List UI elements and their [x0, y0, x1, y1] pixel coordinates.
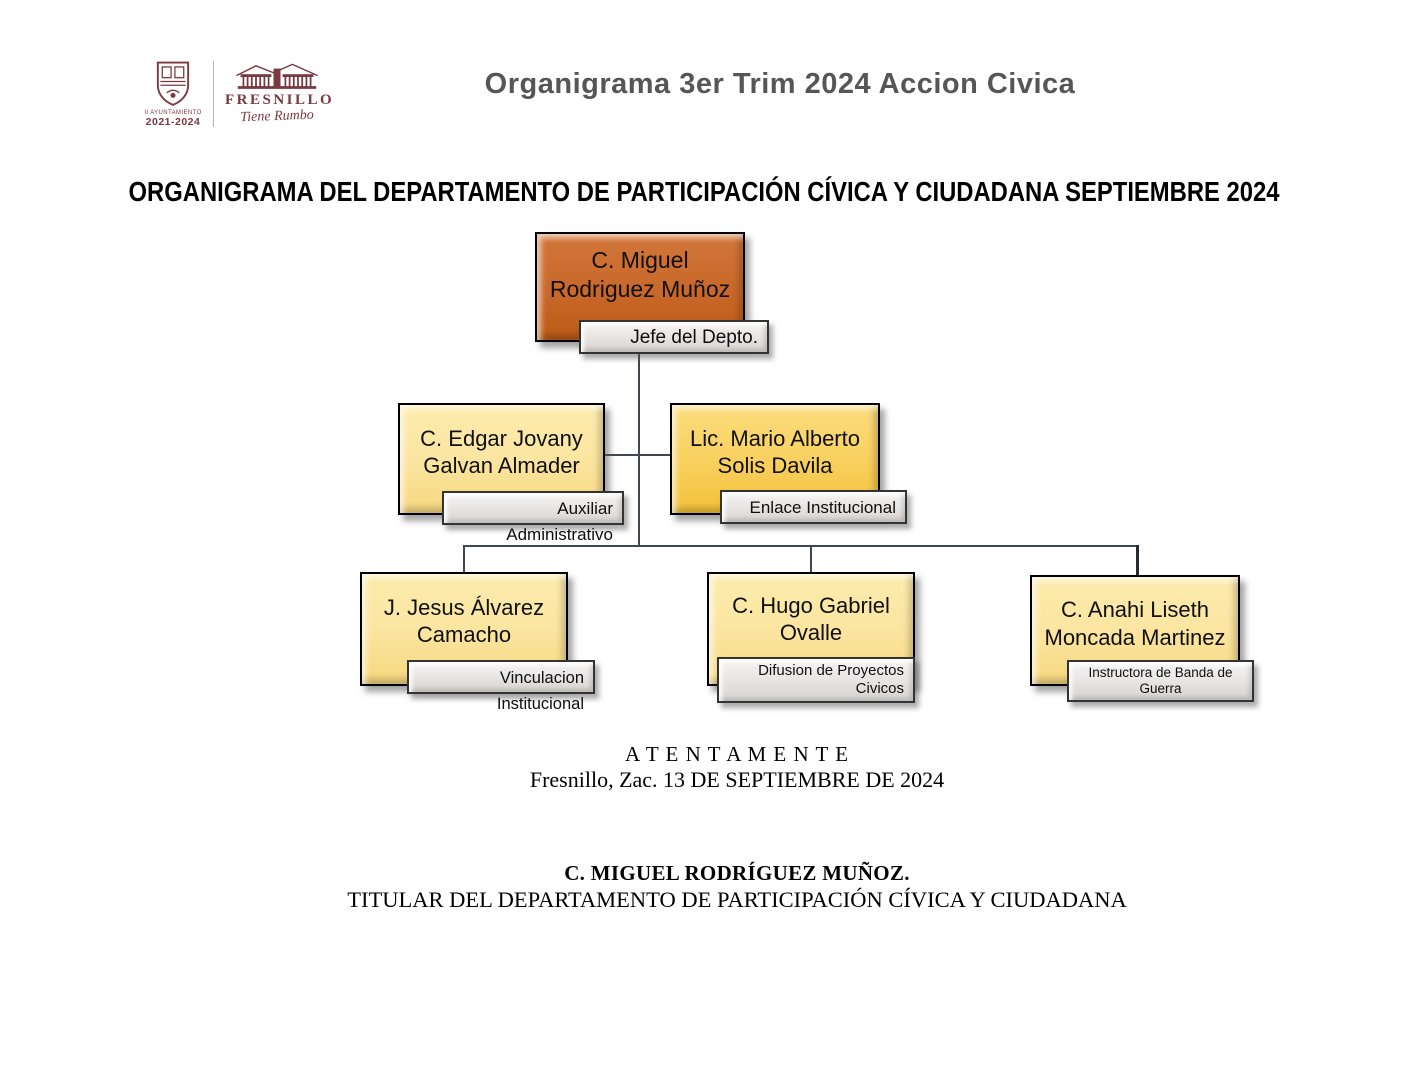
org-node-vinculacion — [360, 572, 584, 713]
connector-row2-horizontal — [604, 454, 671, 456]
salutation-text: A T E N T A M E N T E — [624, 742, 850, 766]
org-node-instructora — [1030, 575, 1240, 697]
document-title-text: ORGANIGRAMA DEL DEPARTAMENTO DE PARTICIPACIÓN CÍVICA Y CIUDADANA SEPTIEMBRE 2024 — [128, 176, 1280, 207]
org-node-name: C. Edgar Jovany Galvan Almader — [420, 425, 583, 478]
signer-name: C. MIGUEL RODRÍGUEZ MUÑOZ. — [564, 861, 910, 885]
org-node-role-tag: Instructora de Banda de Guerra — [1067, 660, 1254, 702]
org-node-role-tag: Jefe del Depto. — [579, 320, 769, 354]
org-node-name: Lic. Mario Alberto Solis Davila — [690, 425, 860, 478]
fresnillo-tagline: Tiene Rumbo — [239, 107, 314, 126]
org-node-name: C. Hugo Gabriel Ovalle — [732, 592, 890, 645]
org-node-difusion — [707, 572, 915, 697]
org-node-name: C. Anahi Liseth Moncada Martinez — [1044, 597, 1226, 650]
org-node-role-tag: Enlace Institucional — [720, 490, 907, 524]
org-node-name: C. Miguel Rodriguez Muñoz — [549, 247, 731, 302]
connector-drop-left — [463, 545, 465, 573]
org-node-role-tag: Vinculacion Institucional — [407, 660, 595, 694]
org-node-enlace — [670, 403, 896, 517]
ayuntamiento-label: II AYUNTAMIENTO — [144, 110, 202, 116]
org-node-name: J. Jesus Álvarez Camacho — [383, 594, 545, 647]
connector-drop-right — [1136, 545, 1139, 576]
org-node-role-tag: Auxiliar Administrativo — [442, 491, 624, 525]
org-node-auxiliar — [398, 403, 613, 544]
connector-drop-middle — [810, 545, 812, 573]
date-line: Fresnillo, Zac. 13 DE SEPTIEMBRE DE 2024 — [529, 767, 945, 792]
connector-top-vertical — [638, 352, 640, 546]
signer-title: TITULAR DEL DEPARTAMENTO DE PARTICIPACIÓN CÍVICA Y CIUDADANA — [347, 887, 1127, 912]
ayuntamiento-period: 2021-2024 — [145, 116, 201, 128]
fresnillo-wordmark: FRESNILLO — [225, 92, 335, 108]
org-node-role-tag: Difusion de Proyectos Civicos — [717, 657, 915, 703]
org-node-jefe — [535, 232, 758, 348]
page-title: Organigrama 3er Trim 2024 Accion Civica — [484, 68, 1076, 100]
